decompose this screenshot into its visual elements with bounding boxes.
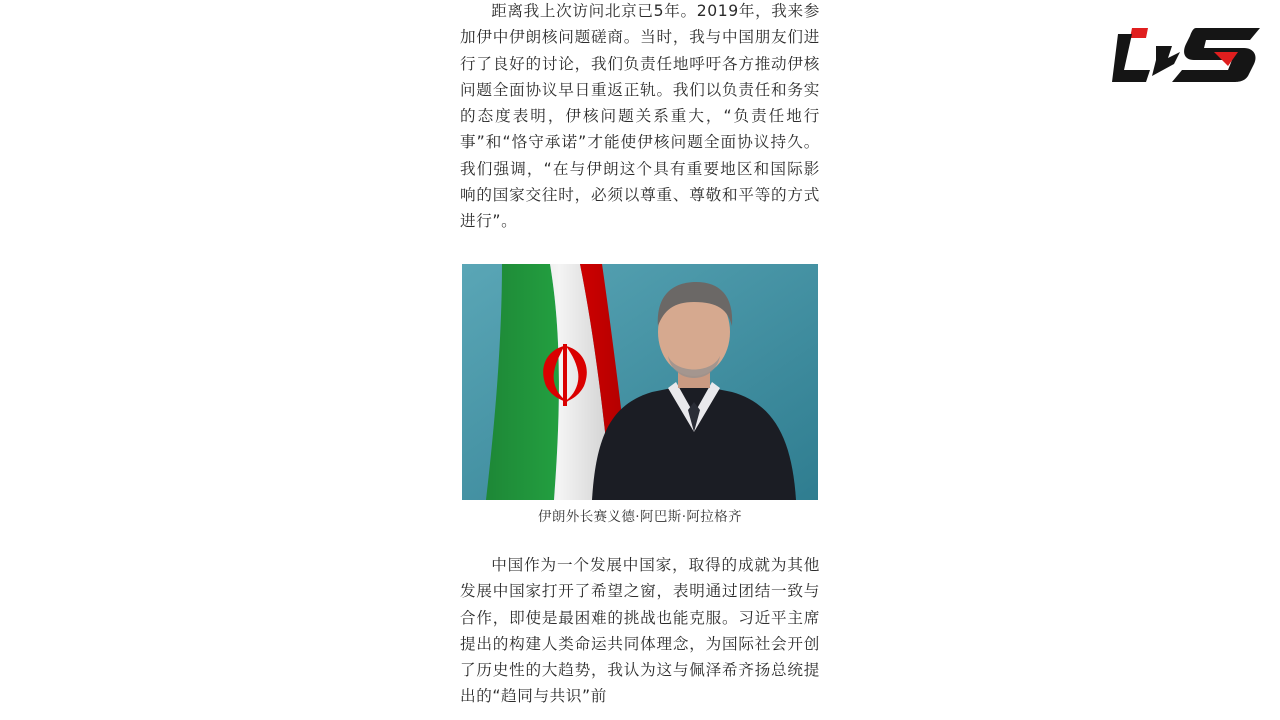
- article-paragraph: 距离我上次访问北京已5年。2019年，我来参加伊中伊朗核问题磋商。当时，我与中国朋友们进行了良好的讨论，我们负责任地呼吁各方推动伊核问题全面协议早日重返正轨。我们以负责任和务实的态度表明，伊核问题关系重大，“负责任地行事”和“恪守承诺”才能使伊核问题全面协议持久。我们强调，“在与伊朗这个具有重要地区和国际影响的国家交往时，必须以尊重、尊敬和平等的方式进行”。: [460, 2, 820, 231]
- article-paragraph: 中国作为一个发展中国家，取得的成就为其他发展中国家打开了希望之窗，表明通过团结一致与合作，即使是最困难的挑战也能克服。习近平主席提出的构建人类命运共同体理念，为国际社会开创了历史性的大趋势，我认为这与佩泽希齐扬总统提出的“趋同与共识”前: [460, 556, 820, 706]
- site-logo-icon[interactable]: [1110, 24, 1265, 86]
- photo-caption: 伊朗外长赛义德·阿巴斯·阿拉格齐: [538, 509, 742, 525]
- portrait-image-icon: [462, 264, 818, 500]
- article-photo: [462, 264, 818, 500]
